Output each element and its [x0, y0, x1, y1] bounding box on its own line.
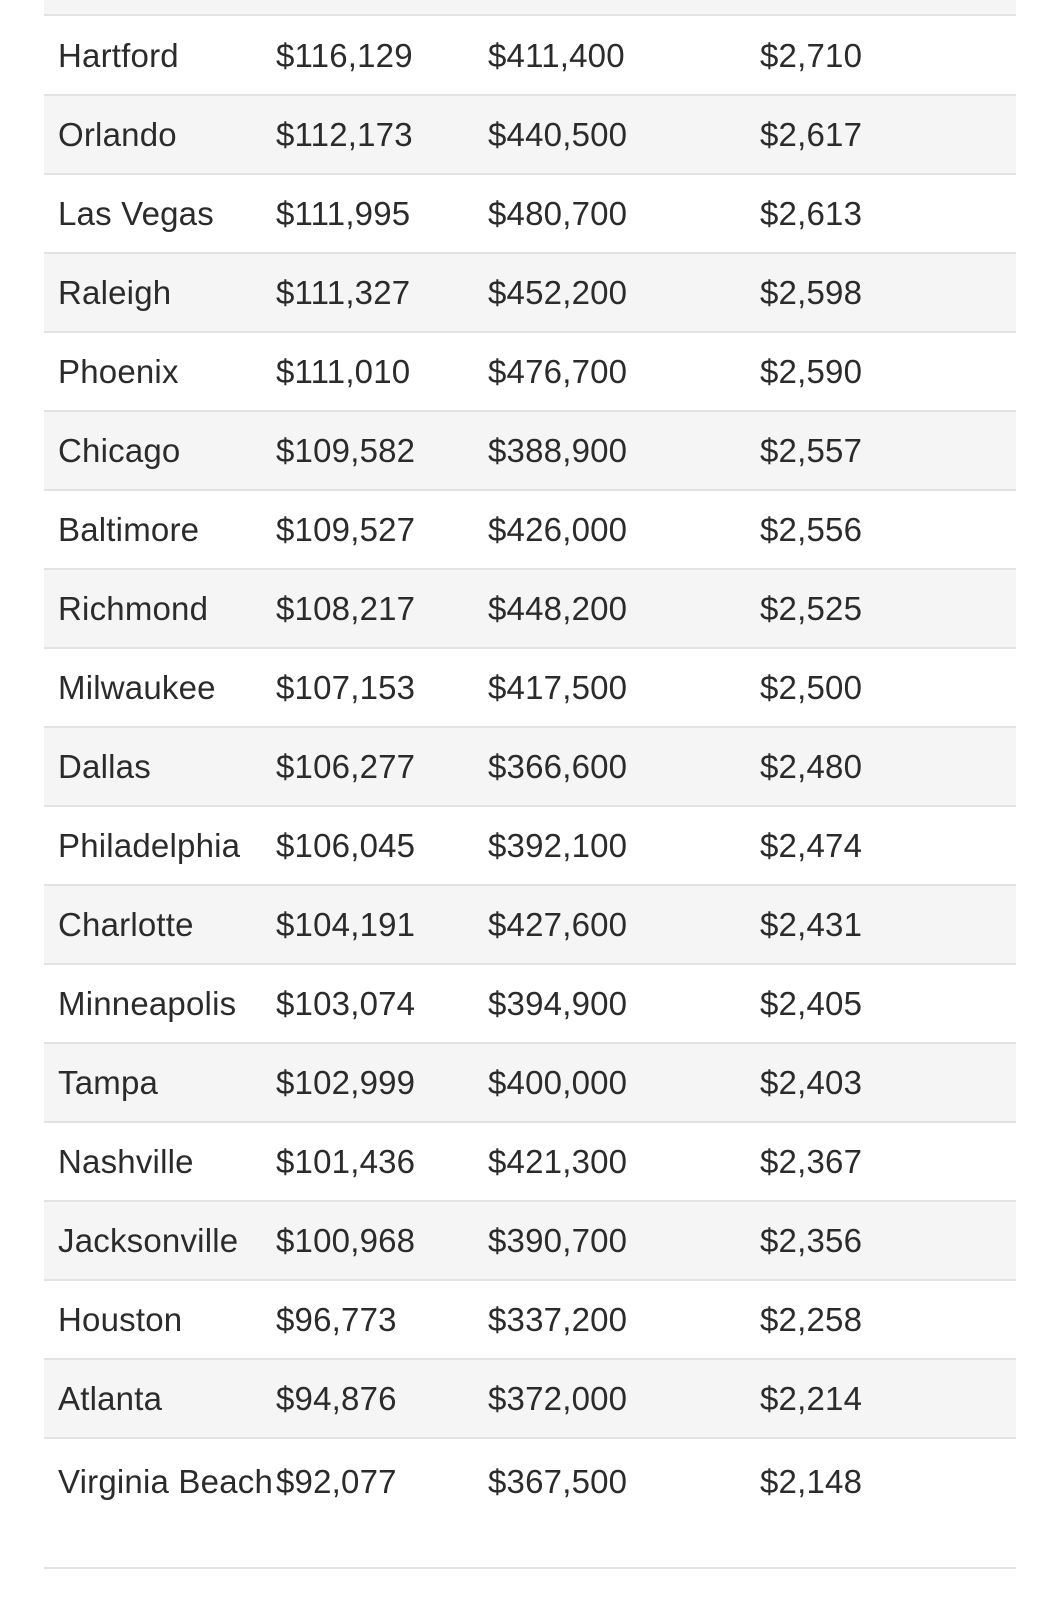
table-row [44, 174, 1016, 253]
previous-row-edge [44, 0, 1016, 16]
payment-cell: $2,474 [760, 827, 863, 864]
home-price-cell: $476,700 [488, 353, 628, 390]
payment-cell: $2,500 [760, 669, 863, 706]
income-cell: $111,010 [276, 353, 411, 390]
payment-cell: $2,590 [760, 353, 863, 390]
table-row [44, 332, 1016, 411]
income-cell: $106,045 [276, 827, 416, 864]
home-price-cell: $440,500 [488, 116, 628, 153]
city-cell: Phoenix [58, 353, 179, 390]
home-price-cell: $388,900 [488, 432, 628, 469]
city-cell: Charlotte [58, 906, 194, 943]
home-price-cell: $392,100 [488, 827, 628, 864]
home-price-cell: $411,400 [488, 36, 625, 74]
home-price-cell: $400,000 [488, 1064, 628, 1101]
payment-cell: $2,367 [760, 1143, 863, 1180]
payment-cell: $2,214 [760, 1380, 863, 1417]
income-cell: $109,582 [276, 432, 416, 469]
city-cell: Hartford [58, 36, 179, 74]
table-row [44, 1280, 1016, 1359]
city-cell: Dallas [58, 748, 151, 785]
home-price-cell: $426,000 [488, 511, 628, 548]
city-cell: Las Vegas [58, 195, 214, 232]
income-cell: $92,077 [276, 1463, 397, 1500]
table-body [44, 16, 1016, 1568]
income-cell: $102,999 [276, 1064, 416, 1101]
table-row [44, 253, 1016, 332]
table-row [44, 490, 1016, 569]
city-cell: Nashville [58, 1143, 194, 1180]
data-table [44, 16, 1016, 1569]
income-cell: $100,968 [276, 1222, 416, 1259]
payment-cell: $2,403 [760, 1064, 863, 1101]
payment-cell: $2,431 [760, 906, 863, 943]
home-price-cell: $390,700 [488, 1222, 628, 1259]
income-cell: $108,217 [276, 590, 416, 627]
home-price-cell: $421,300 [488, 1143, 628, 1180]
table-row [44, 727, 1016, 806]
income-cell: $109,527 [276, 511, 416, 548]
home-price-cell: $337,200 [488, 1301, 628, 1338]
table-row [44, 1122, 1016, 1201]
city-cell: Atlanta [58, 1380, 163, 1417]
home-price-cell: $417,500 [488, 669, 628, 706]
table-row [44, 16, 1016, 95]
table-row [44, 885, 1016, 964]
home-price-cell: $394,900 [488, 985, 628, 1022]
city-cell: Orlando [58, 116, 177, 153]
city-cell: Minneapolis [58, 985, 237, 1022]
payment-cell: $2,525 [760, 590, 863, 627]
income-cell: $94,876 [276, 1380, 397, 1417]
home-price-cell: $448,200 [488, 590, 628, 627]
table-row [44, 1359, 1016, 1438]
city-cell: Jacksonville [58, 1222, 239, 1259]
table-row [44, 1043, 1016, 1122]
table-row [44, 964, 1016, 1043]
payment-cell: $2,598 [760, 274, 863, 311]
home-price-cell: $367,500 [488, 1463, 628, 1500]
income-cell: $112,173 [276, 116, 413, 153]
home-price-cell: $480,700 [488, 195, 628, 232]
city-cell: Houston [58, 1301, 183, 1338]
income-cell: $111,995 [276, 195, 411, 232]
city-cell: Baltimore [58, 511, 200, 548]
payment-cell: $2,617 [760, 116, 863, 153]
income-cell: $101,436 [276, 1143, 416, 1180]
payment-cell: $2,480 [760, 748, 863, 785]
table-row [44, 569, 1016, 648]
income-cell: $106,277 [276, 748, 416, 785]
table-row [44, 411, 1016, 490]
payment-cell: $2,148 [760, 1463, 863, 1500]
income-cell: $104,191 [276, 906, 416, 943]
home-price-cell: $372,000 [488, 1380, 628, 1417]
payment-cell: $2,613 [760, 195, 863, 232]
payment-cell: $2,405 [760, 985, 863, 1022]
table-row [44, 95, 1016, 174]
payment-cell: $2,710 [760, 36, 863, 74]
income-cell: $107,153 [276, 669, 416, 706]
city-housing-table [44, 0, 1016, 1569]
city-cell: Raleigh [58, 274, 172, 311]
payment-cell: $2,356 [760, 1222, 863, 1259]
city-cell: Richmond [58, 590, 209, 627]
city-cell: Tampa [58, 1064, 159, 1101]
income-cell: $111,327 [276, 274, 411, 311]
payment-cell: $2,556 [760, 511, 863, 548]
city-cell: Philadelphia [58, 827, 241, 864]
income-cell: $116,129 [276, 36, 413, 74]
city-cell: Virginia Beach [58, 1463, 273, 1500]
home-price-cell: $452,200 [488, 274, 628, 311]
table-row [44, 1201, 1016, 1280]
home-price-cell: $427,600 [488, 906, 628, 943]
city-cell: Chicago [58, 432, 181, 469]
income-cell: $96,773 [276, 1301, 397, 1338]
payment-cell: $2,557 [760, 432, 863, 469]
home-price-cell: $366,600 [488, 748, 628, 785]
table-row [44, 806, 1016, 885]
income-cell: $103,074 [276, 985, 416, 1022]
table-row [44, 648, 1016, 727]
table-row [44, 1438, 1016, 1568]
payment-cell: $2,258 [760, 1301, 863, 1338]
city-cell: Milwaukee [58, 669, 216, 706]
